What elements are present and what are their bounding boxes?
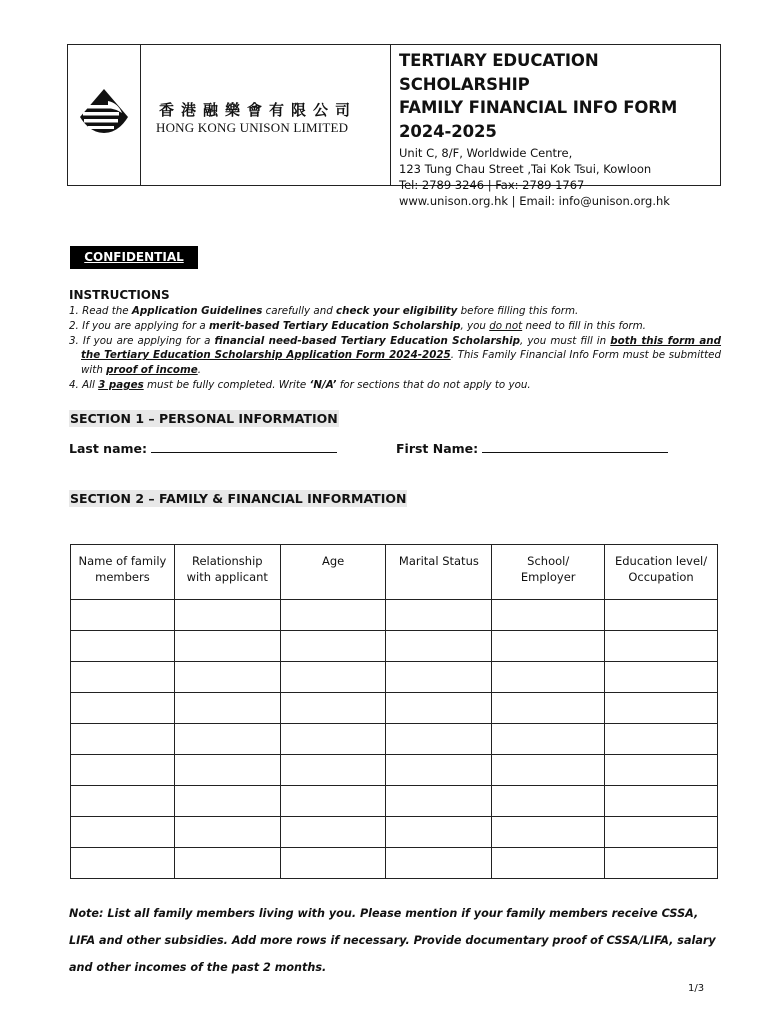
page-number: 1/3 — [688, 983, 705, 994]
table-cell[interactable] — [174, 631, 280, 662]
form-title-line-2: FAMILY FINANCIAL INFO FORM — [399, 98, 678, 117]
table-cell[interactable] — [492, 724, 605, 755]
last-name-field[interactable] — [69, 440, 337, 456]
table-cell[interactable] — [605, 817, 718, 848]
table-cell[interactable] — [280, 848, 386, 879]
table-cell[interactable] — [492, 631, 605, 662]
table-cell[interactable] — [174, 600, 280, 631]
table-cell[interactable] — [280, 786, 386, 817]
table-cell[interactable] — [386, 693, 492, 724]
table-cell[interactable] — [386, 662, 492, 693]
unison-logo-icon — [78, 87, 130, 135]
org-name-cell — [141, 45, 391, 185]
instructions — [69, 288, 721, 393]
address-line-2: 123 Tung Chau Street ,Tai Kok Tsui, Kowloon — [399, 162, 652, 176]
table-cell[interactable] — [605, 724, 718, 755]
address-line-1: Unit C, 8/F, Worldwide Centre, — [399, 146, 573, 160]
table-cell[interactable] — [71, 817, 175, 848]
table-cell[interactable] — [605, 848, 718, 879]
table-cell[interactable] — [605, 755, 718, 786]
table-cell[interactable] — [174, 755, 280, 786]
table-cell[interactable] — [71, 724, 175, 755]
table-cell[interactable] — [174, 848, 280, 879]
first-name-input-line[interactable] — [482, 440, 668, 453]
table-cell[interactable] — [492, 662, 605, 693]
logo-cell — [68, 45, 141, 185]
table-cell[interactable] — [280, 817, 386, 848]
table-row — [71, 631, 718, 662]
form-title — [399, 49, 719, 143]
table-row — [71, 755, 718, 786]
family-members-table — [70, 544, 718, 879]
table-row — [71, 724, 718, 755]
form-title-line-1: TERTIARY EDUCATION SCHOLARSHIP — [399, 51, 599, 94]
table-cell[interactable] — [605, 600, 718, 631]
header-box — [67, 44, 721, 208]
table-cell[interactable] — [386, 755, 492, 786]
table-cell[interactable] — [386, 600, 492, 631]
instructions-title: INSTRUCTIONS — [69, 288, 170, 302]
last-name-label: Last name: — [69, 441, 148, 456]
table-cell[interactable] — [386, 724, 492, 755]
table-cell[interactable] — [605, 786, 718, 817]
table-cell[interactable] — [605, 631, 718, 662]
table-cell[interactable] — [174, 786, 280, 817]
col-header-age: Age — [280, 545, 386, 600]
col-header-marital-status: Marital Status — [386, 545, 492, 600]
table-cell[interactable] — [386, 786, 492, 817]
table-cell[interactable] — [280, 755, 386, 786]
confidential-label: CONFIDENTIAL — [70, 246, 198, 269]
table-cell[interactable] — [71, 693, 175, 724]
table-cell[interactable] — [492, 693, 605, 724]
table-cell[interactable] — [386, 631, 492, 662]
table-cell[interactable] — [492, 755, 605, 786]
instruction-2: 2. If you are applying for a merit-based Tertiary Education Scholarship, you do not need to fill in this form. — [69, 319, 646, 332]
first-name-label: First Name: — [396, 441, 479, 456]
table-row — [71, 600, 718, 631]
table-cell[interactable] — [280, 631, 386, 662]
table-cell[interactable] — [386, 817, 492, 848]
col-header-name: Name of family members — [71, 545, 175, 600]
table-row — [71, 693, 718, 724]
table-row — [71, 786, 718, 817]
table-cell[interactable] — [605, 693, 718, 724]
col-header-relationship: Relationship with applicant — [174, 545, 280, 600]
col-header-education-occupation: Education level/ Occupation — [605, 545, 718, 600]
table-cell[interactable] — [174, 662, 280, 693]
note-text: Note: List all family members living with you. Please mention if your family members receive CSSA, LIFA and other subsidies. Add more rows if necessary. Provide documentary proof of CSSA/LIFA, salary and other incomes of the past 2 months. — [69, 907, 716, 974]
web-email: www.unison.org.hk | Email: info@unison.org.hk — [399, 194, 670, 208]
tel-fax: Tel: 2789 3246 | Fax: 2789 1767 — [399, 178, 585, 192]
table-cell[interactable] — [71, 786, 175, 817]
org-name-cn: 香港融樂會有限公司 — [159, 101, 358, 119]
section-2-title: SECTION 2 – FAMILY & FINANCIAL INFORMATION — [70, 491, 407, 506]
org-name-en: HONG KONG UNISON LIMITED — [156, 120, 349, 135]
table-cell[interactable] — [174, 693, 280, 724]
table-cell[interactable] — [605, 662, 718, 693]
instruction-3: 3. If you are applying for a financial need-based Tertiary Education Scholarship, you must fill in both this form and the Tertiary Education Scholarship Application Form 2024-2025. This Family Financial Info Form must be submitted with proof of income. — [69, 334, 722, 377]
table-row — [71, 662, 718, 693]
table-cell[interactable] — [174, 817, 280, 848]
instruction-4: 4. All 3 pages must be fully completed. Write ‘N/A’ for sections that do not apply to you. — [69, 378, 531, 391]
instruction-1: 1. Read the Application Guidelines carefully and check your eligibility before filling this form. — [69, 305, 579, 317]
table-row — [71, 848, 718, 879]
table-cell[interactable] — [71, 848, 175, 879]
table-cell[interactable] — [492, 848, 605, 879]
table-row — [71, 817, 718, 848]
last-name-input-line[interactable] — [151, 440, 337, 453]
table-cell[interactable] — [386, 848, 492, 879]
section-1-title: SECTION 1 – PERSONAL INFORMATION — [70, 411, 338, 426]
table-cell[interactable] — [174, 724, 280, 755]
table-cell[interactable] — [280, 662, 386, 693]
table-cell[interactable] — [71, 662, 175, 693]
table-cell[interactable] — [492, 786, 605, 817]
table-cell[interactable] — [71, 600, 175, 631]
table-cell[interactable] — [71, 755, 175, 786]
table-header-row — [71, 545, 718, 600]
col-header-school-employer: School/ Employer — [492, 545, 605, 600]
contact-info — [399, 145, 719, 209]
table-cell[interactable] — [280, 600, 386, 631]
table-cell[interactable] — [492, 600, 605, 631]
table-cell[interactable] — [280, 724, 386, 755]
form-title-year: 2024-2025 — [399, 121, 497, 141]
table-cell[interactable] — [280, 693, 386, 724]
title-cell — [399, 49, 719, 209]
table-cell[interactable] — [492, 817, 605, 848]
table-cell[interactable] — [71, 631, 175, 662]
first-name-field[interactable] — [396, 440, 668, 456]
